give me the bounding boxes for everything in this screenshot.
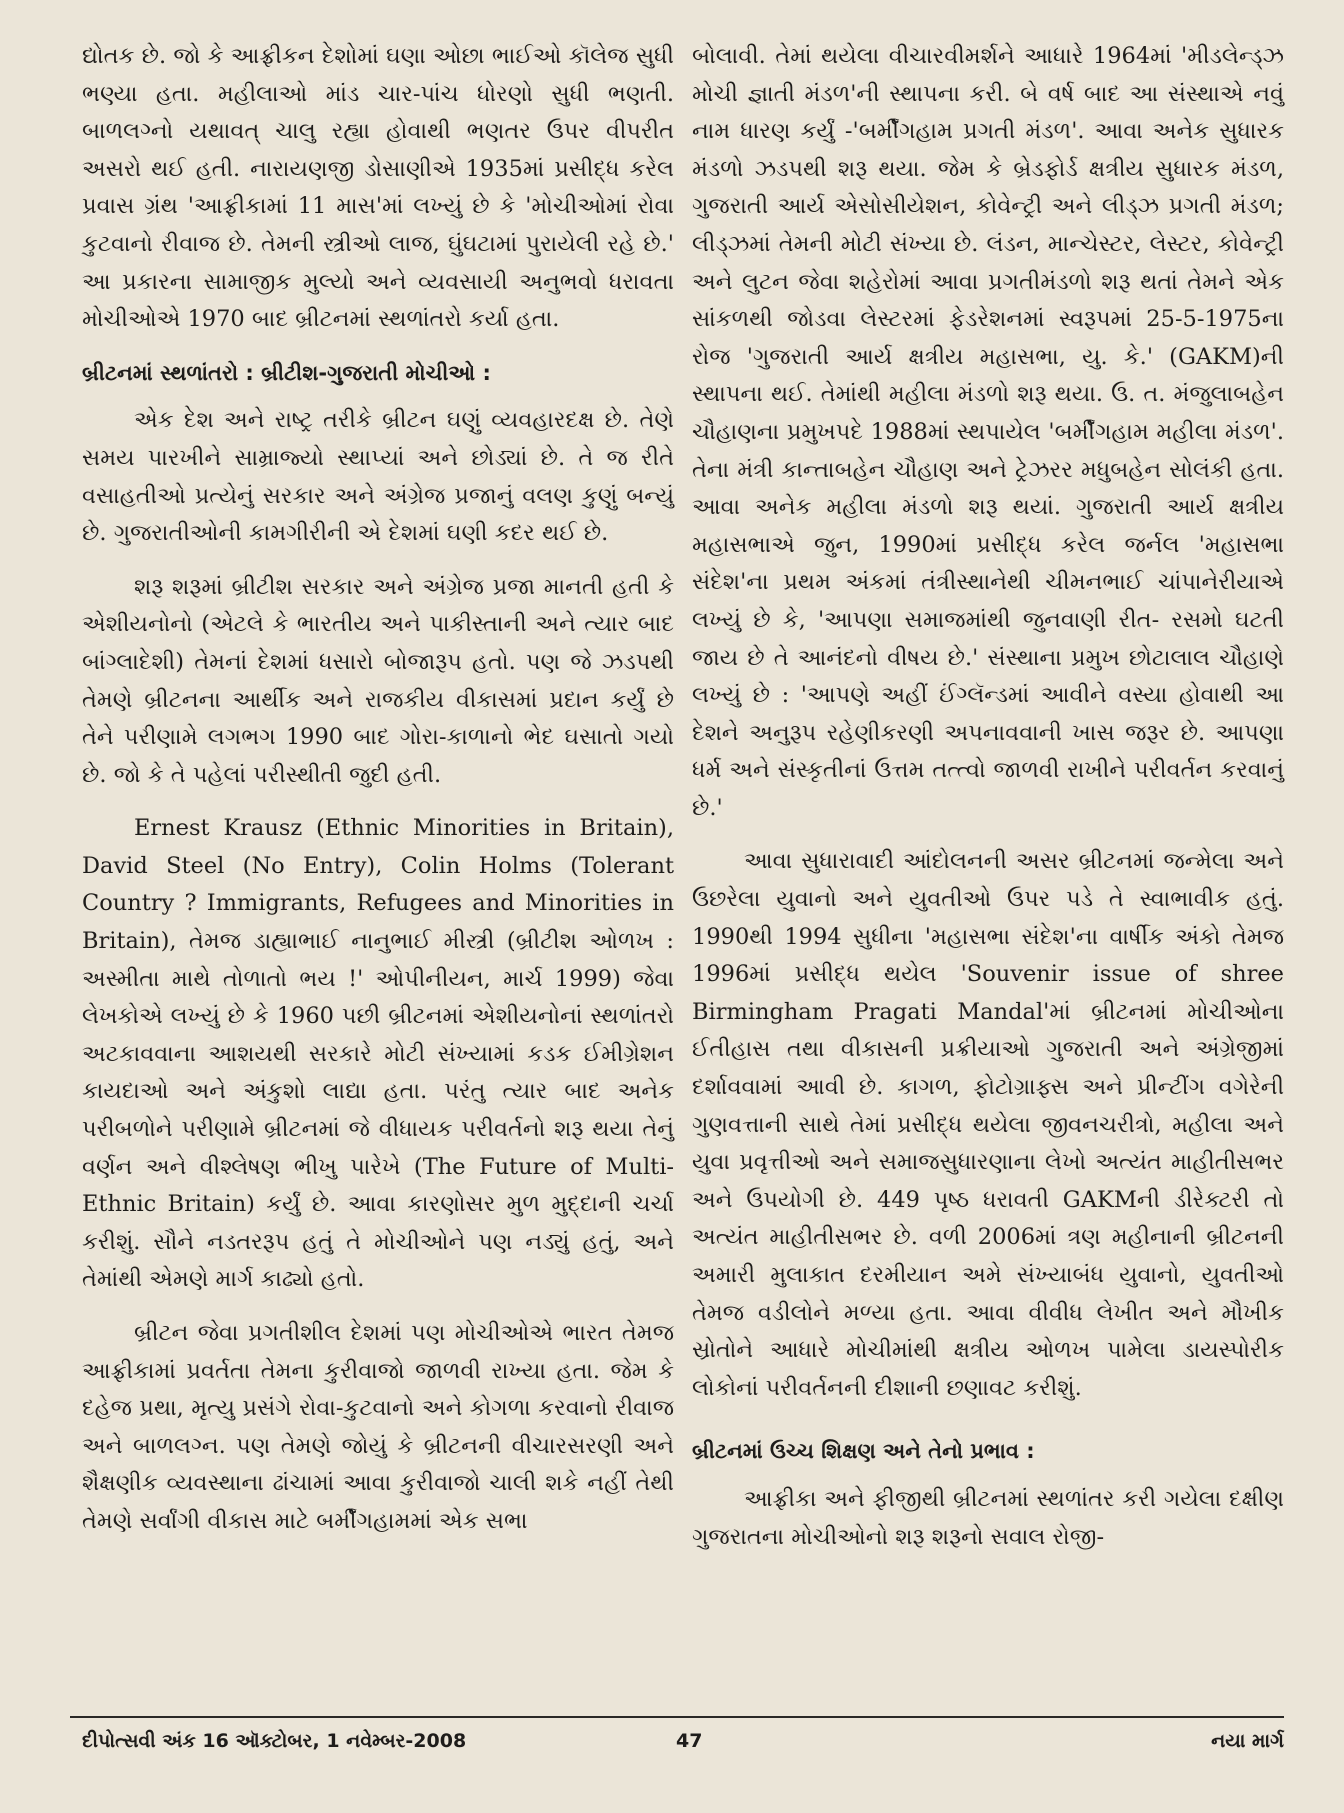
paragraph: Ernest Krausz (Ethnic Minorities in Britain), David Steel (No Entry), Colin Holms (Tolerant Country ? Immigrants, Refugees and Minorities in Britain), તેમજ ડાહ્યાભાઈ નાનુભાઈ મીસ્ત્રી (બ્રીટીશ ઓળખ : અસ્મીતા માથે તોળાતો ભય !' ઓપીનીયન, માર્ચ 1999) જેવા લેખકોએ લખ્યું છે કે 1960 પછી બ્રીટનમાં એશીયનોનાં સ્થળાંતરો અટકાવવાના આશયથી સરકારે મોટી સંખ્યામાં કડક ઈમીગ્રેશન કાયદાઓ અને અંકુશો લાદ્યા હતા. પરંતુ ત્યાર બાદ અનેક પરીબળોને પરીણામે બ્રીટનમાં જે વીધાયક પરીવર્તનો શરૂ થયા તેનું વર્ણન અને વીશ્લેષણ ભીખુ પારેખે (The Future of Multi-Ethnic Britain) કર્યું છે. આવા કારણોસર મુળ મુદ્દાની ચર્ચા કરીશું. સૌને નડતરરૂપ હતું તે મોચીઓને પણ નડ્યું હતું, અને તેમાંથી એમણે માર્ગ કાઢ્યો હતો. bbox=[82, 815, 674, 1293]
section-heading: બ્રીટનમાં સ્થળાંતરો : બ્રીટીશ-ગુજરાતી મોચીઓ : bbox=[82, 360, 491, 385]
section-heading: બ્રીટનમાં ઉચ્ચ શિક્ષણ અને તેનો પ્રભાવ : bbox=[692, 1439, 1035, 1464]
paragraph: દ્યોતક છે. જો કે આફ્રીકન દેશોમાં ઘણા ઓછા ભાઈઓ કૉલેજ સુધી ભણ્યા હતા. મહીલાઓ માંડ ચાર-પાંચ ધોરણો સુધી ભણતી. બાળલગ્નો યથાવત્ ચાલુ રહ્યા હોવાથી ભણતર ઉપર વીપરીત અસરો થઈ હતી. નારાયણજી ડોસાણીએ 1935માં પ્રસીદ્ધ કરેલ પ્રવાસ ગ્રંથ 'આફ્રીકામાં 11 માસ'માં લખ્યું છે કે 'મોચીઓમાં રોવા કુટવાનો રીવાજ છે. તેમની સ્ત્રીઓ લાજ, ઘુંઘટામાં પુરાયેલી રહે છે.' આ પ્રકારના સામાજીક મુલ્યો અને વ્યવસાયી અનુભવો ધરાવતા મોચીઓએ 1970 બાદ બ્રીટનમાં સ્થળાંતરો કર્યા હતા. bbox=[82, 43, 674, 333]
paragraph: આફ્રીકા અને ફીજીથી બ્રીટનમાં સ્થળાંતર કરી ગયેલા દક્ષીણ ગુજરાતના મોચીઓનો શરૂ શરૂનો સવાલ રોજી- bbox=[692, 1485, 1284, 1550]
publication-name: નયા માર્ગ bbox=[1211, 1730, 1284, 1752]
paragraph: એક દેશ અને રાષ્ટ્ર તરીકે બ્રીટન ઘણું વ્યવહારદક્ષ છે. તેણે સમય પારખીને સામ્રાજ્યો સ્થાપ્યાં અને છોડ્યાં છે. તે જ રીતે વસાહતીઓ પ્રત્યેનું સરકાર અને અંગ્રેજ પ્રજાનું વલણ કુણું બન્યું છે. ગુજરાતીઓની કામગીરીની એ દેશમાં ઘણી કદર થઈ છે. bbox=[82, 407, 674, 547]
issue-info: દીપોત્સવી અંક 16 ઑક્ટોબર, 1 નવેમ્બર-2008 bbox=[82, 1730, 467, 1752]
paragraph: આવા સુધારાવાદી આંદોલનની અસર બ્રીટનમાં જન્મેલા અને ઉછરેલા યુવાનો અને યુવતીઓ ઉપર પડે તે સ્વાભાવીક હતું. 1990થી 1994 સુધીના 'મહાસભા સંદેશ'ના વાર્ષીક અંકો તેમજ 1996માં પ્રસીદ્ધ થયેલ 'Souvenir issue of shree Birmingham Pragati Mandal'માં બ્રીટનમાં મોચીઓના ઈતીહાસ તથા વીકાસની પ્રક્રીયાઓ ગુજરાતી અને અંગ્રેજીમાં દર્શાવવામાં આવી છે. કાગળ, ફોટોગ્રાફ્સ અને પ્રીન્ટીંગ વગેરેની ગુણવત્તાની સાથે તેમાં પ્રસીદ્ધ થયેલા જીવનચરીત્રો, મહીલા અને યુવા પ્રવૃત્તીઓ અને સમાજસુધારણાના લેખો અત્યંત માહીતીસભર અને ઉપયોગી છે. 449 પૃષ્ઠ ધરાવતી GAKMની ડીરેક્ટરી તો અત્યંત માહીતીસભર છે. વળી 2006માં ત્રણ મહીનાની બ્રીટનની અમારી મુલાકાત દરમીયાન અમે સંખ્યાબંધ યુવાનો, યુવતીઓ તેમજ વડીલોને મળ્યા હતા. આવા વીવીધ લેખીત અને મૌખીક સ્રોતોને આધારે મોચીમાંથી ક્ષત્રીય ઓળખ પામેલા ડાયસ્પોરીક લોકોનાં પરીવર્તનની દીશાની છણાવટ કરીશું. bbox=[692, 848, 1284, 1401]
right-column bbox=[692, 38, 1284, 1572]
page-footer bbox=[82, 1730, 1284, 1770]
paragraph: બ્રીટન જેવા પ્રગતીશીલ દેશમાં પણ મોચીઓએ ભારત તેમજ આફ્રીકામાં પ્રવર્તતા તેમના કુરીવાજો જાળવી રાખ્યા હતા. જેમ કે દહેજ પ્રથા, મૃત્યુ પ્રસંગે રોવા-કુટવાનો અને કોગળા કરવાનો રીવાજ અને બાળલગ્ન. પણ તેમણે જોયું કે બ્રીટનની વીચારસરણી અને શૈક્ષણીક વ્યવસ્થાના ઢાંચામાં આવા કુરીવાજો ચાલી શકે નહીં તેથી તેમણે સર્વાંગી વીકાસ માટે બર્મીંગહામમાં એક સભા bbox=[82, 1320, 674, 1534]
page-number: 47 bbox=[676, 1730, 703, 1752]
footer-divider bbox=[70, 1716, 1284, 1718]
paragraph: બોલાવી. તેમાં થયેલા વીચારવીમર્શને આધારે 1964માં 'મીડલેન્ડ્ઝ મોચી જ્ઞાતી મંડળ'ની સ્થાપના કરી. બે વર્ષ બાદ આ સંસ્થાએ નવું નામ ધારણ કર્યું -'બર્મીંગહામ પ્રગતી મંડળ'. આવા અનેક સુધારક મંડળો ઝડપથી શરૂ થયા. જેમ કે બ્રેડફોર્ડ ક્ષત્રીય સુધારક મંડળ, ગુજરાતી આર્ય એસોસીયેશન, કોવેન્ટ્રી અને લીડ્ઝ પ્રગતી મંડળ; લીડ્ઝમાં તેમની મોટી સંખ્યા છે. લંડન, માન્ચેસ્ટર, લેસ્ટર, કોવેન્ટ્રી અને લુટન જેવા શહેરોમાં આવા પ્રગતીમંડળો શરૂ થતાં તેમને એક સાંકળથી જોડવા લેસ્ટરમાં ફેડરેશનમાં સ્વરૂપમાં 25-5-1975ના રોજ 'ગુજરાતી આર્ય ક્ષત્રીય મહાસભા, યુ. કે.' (GAKM)ની સ્થાપના થઈ. તેમાંથી મહીલા મંડળો શરૂ થયા. ઉ. ત. મંજુલાબહેન ચૌહાણના પ્રમુખપદે 1988માં સ્થપાયેલ 'બર્મીંગહામ મહીલા મંડળ'. તેના મંત્રી કાન્તાબહેન ચૌહાણ અને ટ્રેઝરર મધુબહેન સોલંકી હતા. આવા અનેક મહીલા મંડળો શરૂ થયાં. ગુજરાતી આર્ય ક્ષત્રીય મહાસભાએ જુન, 1990માં પ્રસીદ્ધ કરેલ જર્નલ 'મહાસભા સંદેશ'ના પ્રથમ અંકમાં તંત્રીસ્થાનેથી ચીમનભાઈ ચાંપાનેરીયાએ લખ્યું છે કે, 'આપણા સમાજમાંથી જુનવાણી રીત- રસમો ઘટતી જાય છે તે આનંદનો વીષય છે.' સંસ્થાના પ્રમુખ છોટાલાલ ચૌહાણે લખ્યું છે : 'આપણે અહીં ઈંગ્લૅન્ડમાં આવીને વસ્યા હોવાથી આ દેશને અનુરૂપ રહેણીકરણી અપનાવવાની ખાસ જરૂર છે. આપણા ધર્મ અને સંસ્કૃતીનાં ઉત્તમ તત્ત્વો જાળવી રાખીને પરીવર્તન કરવાનું છે.' bbox=[692, 43, 1284, 821]
paragraph: શરૂ શરૂમાં બ્રીટીશ સરકાર અને અંગ્રેજ પ્રજા માનતી હતી કે એશીયનોનો (એટલે કે ભારતીય અને પાકીસ્તાની અને ત્યાર બાદ બાંગ્લાદેશી) તેમનાં દેશમાં ધસારો બોજારૂપ હતો. પણ જે ઝડપથી તેમણે બ્રીટનના આર્થીક અને રાજકીય વીકાસમાં પ્રદાન કર્યું છે તેને પરીણામે લગભગ 1990 બાદ ગોરા-કાળાનો ભેદ ઘસાતો ગયો છે. જો કે તે પહેલાં પરીસ્થીતી જુદી હતી. bbox=[82, 573, 674, 788]
left-column bbox=[82, 38, 674, 1557]
